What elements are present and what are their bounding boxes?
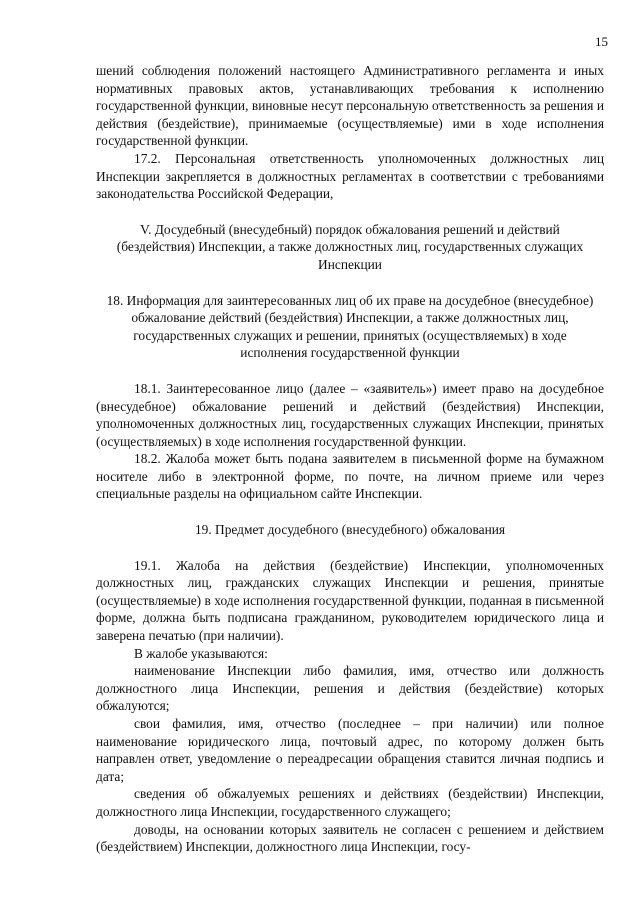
paragraph-complaint-item-applicant: свои фамилия, имя, отчество (последнее – при наличии) или полное наименование юридического лица, почтовый адрес, по которому должен быть направлен ответ, уведомление о переадресации обращения ставится личная подпись и дата; <box>96 716 604 784</box>
paragraph-17-2: 17.2. Персональная ответственность уполномоченных должностных лиц Инспекции закрепляется в должностных регламентах в соответствии с требованиями законодательства Российской Федерации, <box>96 150 604 202</box>
paragraph-complaint-item-arguments: доводы, на основании которых заявитель не согласен с решением и действием (бездействием) Инспекции, должностного лица Инспекции, госу- <box>96 821 604 855</box>
paragraph-complaint-item-decisions: сведения об обжалуемых решениях и действиях (бездействии) Инспекции, должностного лица Инспекции, государственного служащего; <box>96 786 604 819</box>
section-heading-18: 18. Информация для заинтересованных лиц об их праве на досудебное (внесудебное) обжалование действий (бездействия) Инспекции, а также должностных лиц, государственных служащих и решении, принятых (осуществляемых) в ходе исполнения государственной функции <box>106 292 594 361</box>
paragraph-19-1: 19.1. Жалоба на действия (бездействие) Инспекции, уполномоченных должностных лиц, гражданских служащих Инспекции и решения, принятые (осуществляемые) в ходе исполнения государственной функции, поданная в письменной форме, должна быть подписана гражданином, руководителем юридического лица и заверена печатью (при наличии). <box>96 557 604 644</box>
paragraph-responsibility-continuation: шений соблюдения положений настоящего Административного регламента и иных нормативных правовых актов, устанавливающих требования к исполнению государственной функции, виновные несут персональную ответственность за решения и действия (бездействие), принимаемые (осуществляемые) ими в ходе исполнения государственной функции. <box>96 63 604 149</box>
paragraph-18-1: 18.1. Заинтересованное лицо (далее – «заявитель») имеет право на досудебное (внесудебное) обжалование решений и действий (бездействия) Инспекции, уполномоченных должностных лиц, государственных служащих Инспекции, принятых (осуществляемых) в ходе исполнения государственной функции. <box>96 380 604 449</box>
paragraph-18-2: 18.2. Жалоба может быть подана заявителем в письменной форме на бумажном носителе либо в электронной форме, по почте, на личном приеме или через специальные разделы на официальном сайте Инспекции. <box>96 451 604 502</box>
section-heading-v: V. Досудебный (внесудебный) порядок обжалования решений и действий (бездействия) Инспекции, а также должностных лиц, государственных служащих Инспекции <box>116 221 584 272</box>
paragraph-complaint-contents-intro: В жалобе указываются: <box>134 645 268 661</box>
section-heading-19: 19. Предмет досудебного (внесудебного) обжалования <box>194 522 506 538</box>
page-number: 15 <box>595 34 608 49</box>
document-body <box>96 62 604 856</box>
paragraph-complaint-item-name: наименование Инспекции либо фамилия, имя, отчество или должность должностного лица Инспекции, решения и действия (бездействие) которых обжалуются; <box>96 663 604 714</box>
